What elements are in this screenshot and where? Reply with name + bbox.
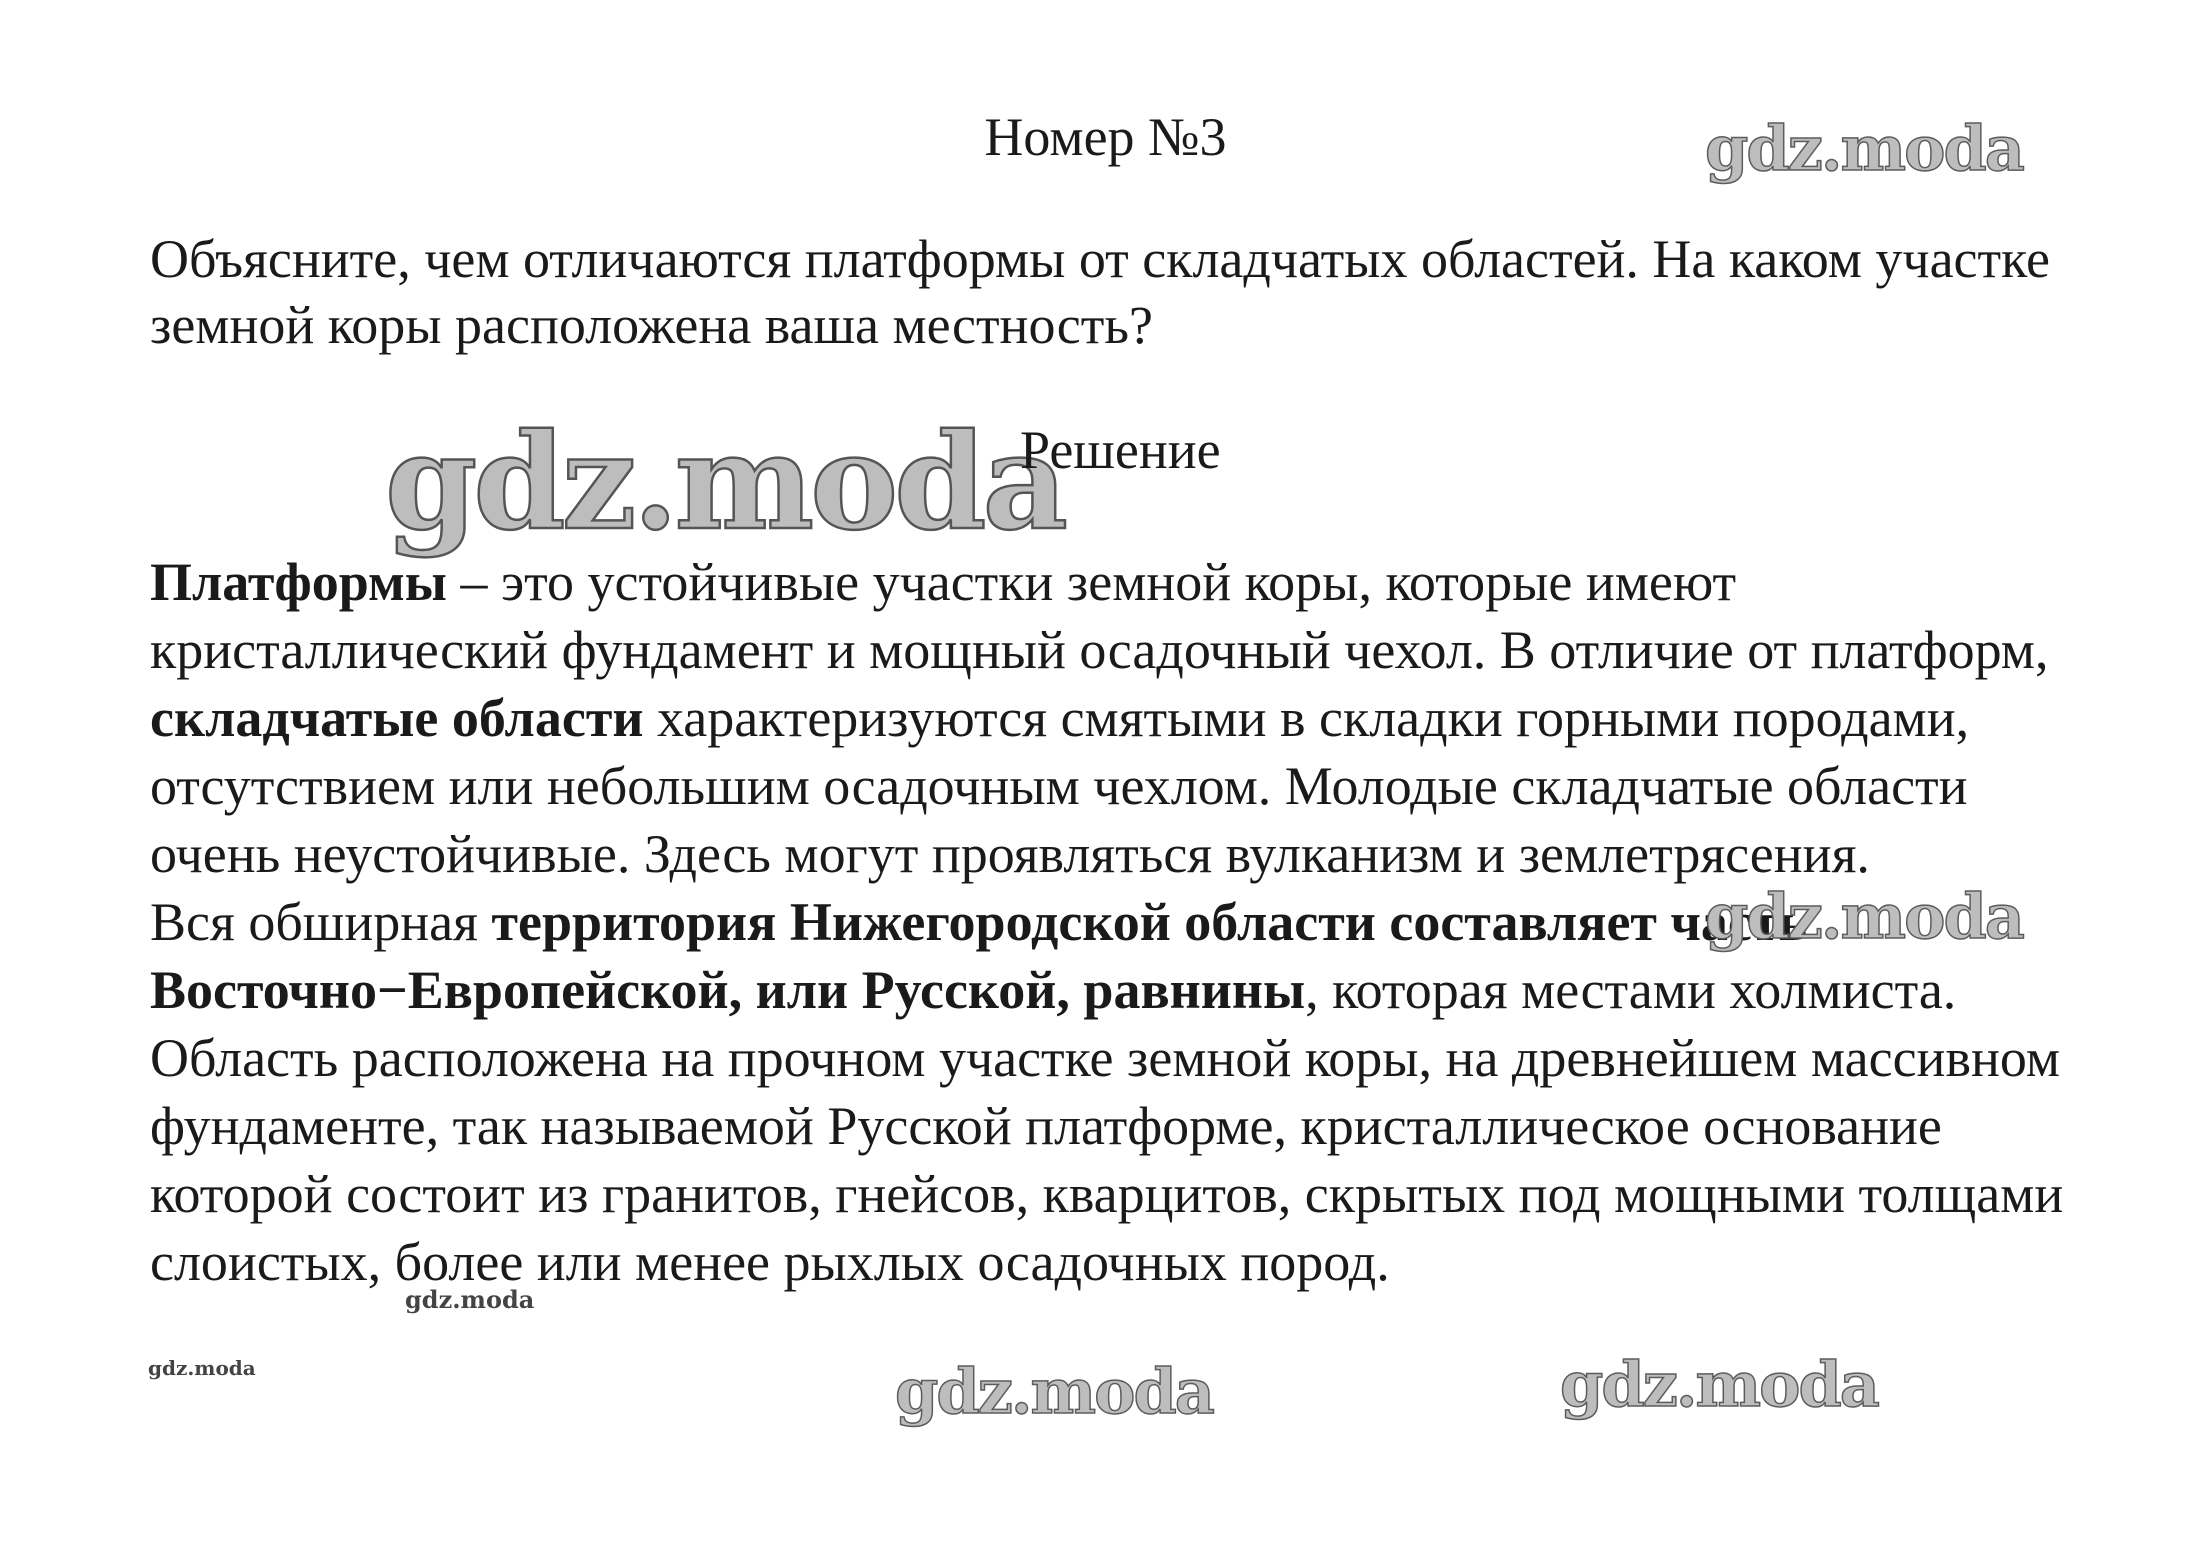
watermark-logo: gdz.moda: [1560, 1348, 1878, 1421]
watermark-small: gdz.moda: [405, 1285, 535, 1314]
watermark-logo: gdz.moda: [895, 1355, 1213, 1428]
term-platforms: Платформы: [150, 552, 447, 612]
page-title: Номер №3: [984, 107, 1227, 167]
watermark-small: gdz.moda: [148, 1356, 256, 1380]
answer-text-run: Вся обширная: [150, 892, 492, 952]
watermark-logo: gdz.moda: [1705, 880, 2023, 953]
highlighted-statement: территория Нижегородской области составляет часть Восточно−Европейской, или Русской, равнины: [150, 892, 1807, 1020]
question-text: Объясните, чем отличаются платформы от складчатых областей. На каком участке земной коры расположена ваша местность?: [150, 229, 2050, 355]
watermark-logo-large: gdz.moda: [385, 405, 1065, 560]
answer-text-run: – это устойчивые участки земной коры, которые имеют кристаллический фундамент и мощный осадочный чехол. В отличие от платформ,: [150, 552, 2049, 680]
answer-text-run: характеризуются смятыми в складки горными породами, отсутствием или небольшим осадочным чехлом. Молодые складчатые области очень неустойчивые. Здесь могут проявляться вулканизм и землетрясения.: [150, 688, 1970, 884]
answer-text-run: , которая местами холмиста. Область расположена на прочном участке земной коры, на древнейшем массивном фундаменте, так называемой Русской платформе, кристаллическое основание которой состоит из гранитов, гнейсов, кварцитов, скрытых под мощными толщами слоистых, более или менее рыхлых осадочных пород.: [150, 960, 2064, 1292]
watermark-logo: gdz.moda: [1705, 112, 2023, 185]
answer-text: [150, 548, 2110, 1296]
term-folded-areas: складчатые области: [150, 688, 644, 748]
solution-heading: Решение: [1020, 420, 1221, 480]
answer-paragraph-1: [150, 548, 2110, 888]
answer-paragraph-2: [150, 888, 2110, 1296]
